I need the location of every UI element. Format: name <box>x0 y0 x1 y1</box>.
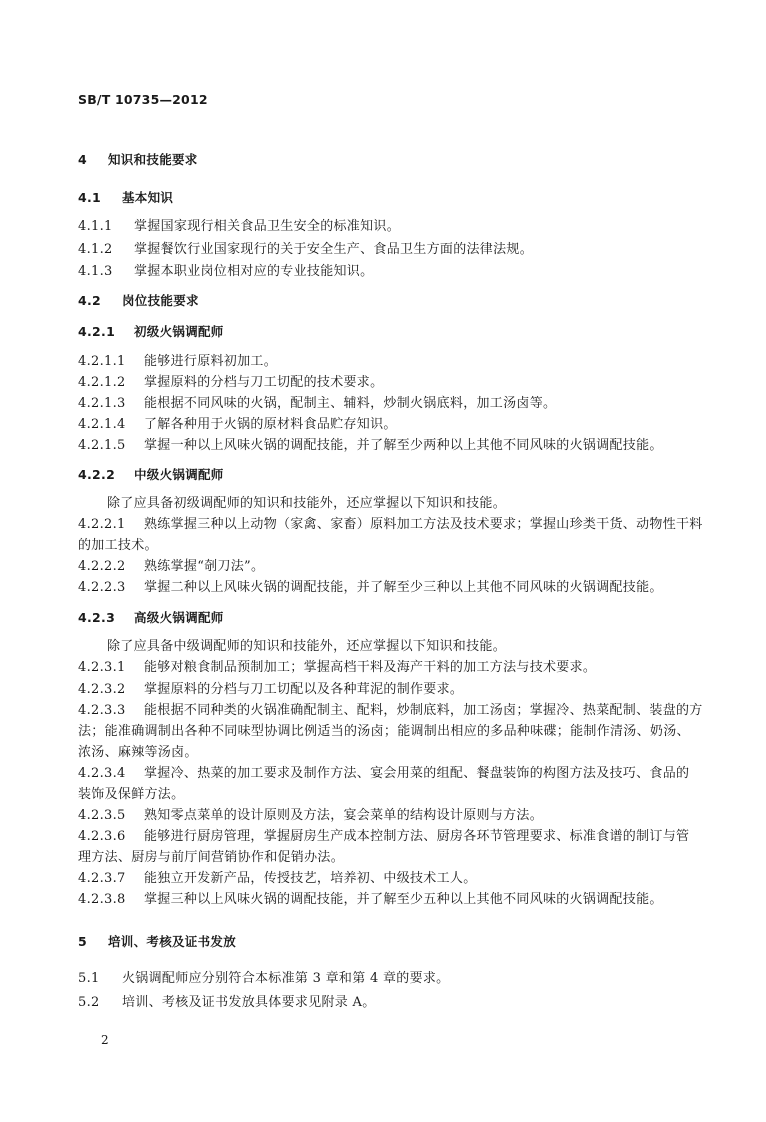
section-4-1-heading <box>78 190 698 206</box>
clause-text: 掌握本职业岗位相对应的专业技能知识。 <box>134 264 374 279</box>
clause-4-2-1-4 <box>78 417 698 433</box>
section-title: 基本知识 <box>122 190 174 205</box>
section-number: 4.2.2 <box>78 467 116 482</box>
clause-text: 掌握餐饮行业国家现行的关于安全生产、食品卫生方面的法律法规。 <box>134 242 534 257</box>
clause-4-2-2-3 <box>78 580 698 596</box>
section-5-heading <box>78 934 698 950</box>
clause-4-2-2-1-cont: 的加工技术。 <box>78 538 158 553</box>
section-title: 知识和技能要求 <box>108 152 198 167</box>
clause-text: 了解各种用于火锅的原材料食品贮存知识。 <box>144 417 397 432</box>
clause-text: 掌握三种以上风味火锅的调配技能，并了解至少五种以上其他不同风味的火锅调配技能。 <box>144 892 663 907</box>
clause-text: 能够进行原料初加工。 <box>144 354 278 369</box>
page-number: 2 <box>101 1033 109 1047</box>
clause-number: 4.2.3.3 <box>78 703 126 718</box>
clause-4-2-3-1 <box>78 660 698 676</box>
clause-4-2-3-4-cont: 装饰及保鲜方法。 <box>78 787 185 802</box>
clause-4-2-2-2 <box>78 559 698 575</box>
clause-text: 能根据不同风味的火锅，配制主、辅料，炒制火锅底料，加工汤卤等。 <box>144 396 557 411</box>
clause-text: 掌握一种以上风味火锅的调配技能，并了解至少两种以上其他不同风味的火锅调配技能。 <box>144 438 663 453</box>
clause-text: 掌握冷、热菜的加工要求及制作方法、宴会用菜的组配、餐盘装饰的构图方法及技巧、食品的 <box>144 766 690 781</box>
clause-text: 熟知零点菜单的设计原则及方法，宴会菜单的结构设计原则与方法。 <box>144 808 544 823</box>
clause-4-2-3-3 <box>78 703 703 719</box>
clause-5-1 <box>78 971 698 987</box>
clause-number: 4.2.3.4 <box>78 766 126 781</box>
section-title: 初级火锅调配师 <box>134 324 224 339</box>
clause-4-2-3-5 <box>78 808 698 824</box>
clause-number: 4.2.3.7 <box>78 871 126 886</box>
clause-number: 4.2.1.5 <box>78 438 126 453</box>
section-4-2-2-intro: 除了应具备初级调配师的知识和技能外，还应掌握以下知识和技能。 <box>107 496 507 511</box>
section-title: 高级火锅调配师 <box>134 610 224 625</box>
clause-text: 掌握国家现行相关食品卫生安全的标准知识。 <box>134 219 401 234</box>
section-title: 中级火锅调配师 <box>134 467 224 482</box>
clause-text: 能够进行厨房管理，掌握厨房生产成本控制方法、厨房各环节管理要求、标准食谱的制订与管 <box>144 829 690 844</box>
standard-code-header: SB/T 10735—2012 <box>78 92 208 107</box>
clause-text: 掌握原料的分档与刀工切配以及各种茸泥的制作要求。 <box>144 682 464 697</box>
clause-4-1-2 <box>78 242 698 258</box>
clause-4-2-3-8 <box>78 892 698 908</box>
clause-number: 4.2.1.3 <box>78 396 126 411</box>
section-4-2-3-heading <box>78 610 698 626</box>
clause-number: 4.2.1.2 <box>78 375 126 390</box>
clause-number: 5.2 <box>78 995 100 1010</box>
clause-number: 4.1.1 <box>78 219 113 234</box>
clause-number: 4.2.3.6 <box>78 829 126 844</box>
clause-4-2-1-5 <box>78 438 698 454</box>
clause-text: 掌握二种以上风味火锅的调配技能，并了解至少三种以上其他不同风味的火锅调配技能。 <box>144 580 663 595</box>
clause-4-2-3-7 <box>78 871 698 887</box>
clause-4-2-1-1 <box>78 354 698 370</box>
section-title: 岗位技能要求 <box>122 293 199 308</box>
section-number: 5 <box>78 934 87 949</box>
section-4-2-3-intro: 除了应具备中级调配师的知识和技能外，还应掌握以下知识和技能。 <box>107 639 507 654</box>
clause-4-2-3-4 <box>78 766 698 782</box>
clause-4-2-3-6-cont: 理方法、厨房与前厅间营销协作和促销办法。 <box>78 850 345 865</box>
clause-4-2-3-2 <box>78 682 698 698</box>
clause-4-1-3 <box>78 264 698 280</box>
clause-number: 4.2.2.2 <box>78 559 126 574</box>
clause-text: 熟练掌握三种以上动物（家禽、家畜）原料加工方法及技术要求；掌握山珍类干货、动物性干料 <box>144 517 703 532</box>
clause-4-2-3-3-cont1: 法；能准确调制出各种不同味型协调比例适当的汤卤；能调制出相应的多品种味碟；能制作清汤、奶汤、 <box>78 724 690 739</box>
section-4-2-2-heading <box>78 467 698 483</box>
clause-4-1-1 <box>78 219 698 235</box>
section-number: 4.2.1 <box>78 324 116 339</box>
clause-4-2-1-3 <box>78 396 698 412</box>
clause-4-2-2-1 <box>78 517 703 533</box>
clause-text: 能根据不同种类的火锅准确配制主、配料，炒制底料，加工汤卤；掌握冷、热菜配制、装盘的方 <box>144 703 703 718</box>
clause-number: 5.1 <box>78 971 100 986</box>
clause-text: 培训、考核及证书发放具体要求见附录 A。 <box>122 995 376 1010</box>
clause-number: 4.2.1.4 <box>78 417 126 432</box>
clause-4-2-1-2 <box>78 375 698 391</box>
clause-number: 4.1.3 <box>78 264 113 279</box>
section-title: 培训、考核及证书发放 <box>108 934 237 949</box>
section-number: 4.2 <box>78 293 102 308</box>
clause-number: 4.2.2.1 <box>78 517 126 532</box>
clause-number: 4.1.2 <box>78 242 113 257</box>
clause-text: 熟练掌握“剞刀法”。 <box>144 559 265 574</box>
clause-text: 能够对粮食制品预制加工；掌握高档干料及海产干料的加工方法与技术要求。 <box>144 660 597 675</box>
section-4-2-heading <box>78 293 698 309</box>
section-number: 4.2.3 <box>78 610 116 625</box>
clause-number: 4.2.2.3 <box>78 580 126 595</box>
section-number: 4 <box>78 152 87 167</box>
clause-number: 4.2.3.8 <box>78 892 126 907</box>
clause-number: 4.2.3.5 <box>78 808 126 823</box>
clause-number: 4.2.3.2 <box>78 682 126 697</box>
section-4-2-1-heading <box>78 324 698 340</box>
section-4-heading <box>78 152 698 168</box>
clause-4-2-3-3-cont2: 浓汤、麻辣等汤卤。 <box>78 745 198 760</box>
clause-5-2 <box>78 995 698 1011</box>
clause-text: 能独立开发新产品，传授技艺，培养初、中级技术工人。 <box>144 871 477 886</box>
clause-4-2-3-6 <box>78 829 698 845</box>
clause-text: 火锅调配师应分别符合本标准第 3 章和第 4 章的要求。 <box>122 971 450 986</box>
section-number: 4.1 <box>78 190 102 205</box>
clause-text: 掌握原料的分档与刀工切配的技术要求。 <box>144 375 384 390</box>
clause-number: 4.2.3.1 <box>78 660 126 675</box>
clause-number: 4.2.1.1 <box>78 354 126 369</box>
